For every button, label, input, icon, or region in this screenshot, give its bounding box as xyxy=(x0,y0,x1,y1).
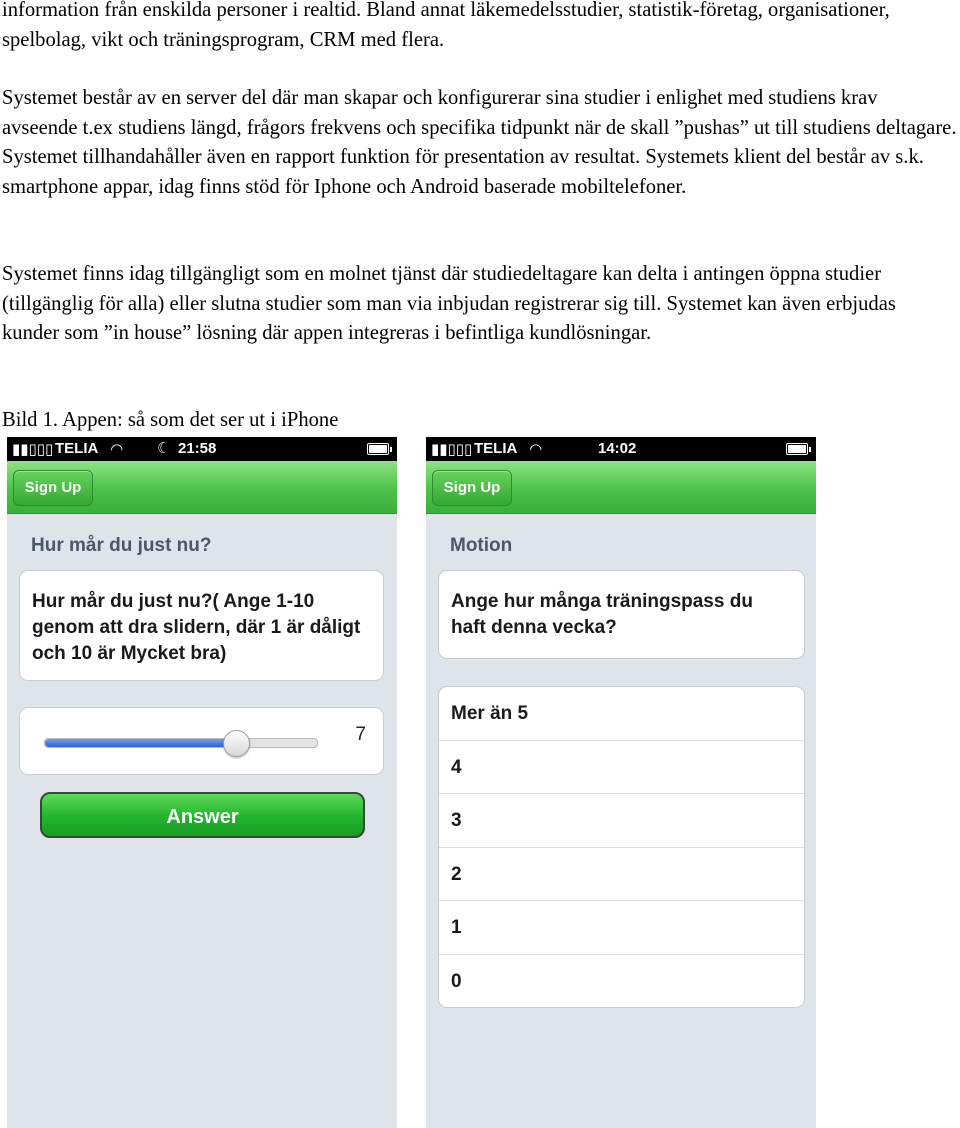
slider-thumb[interactable] xyxy=(223,730,250,757)
sign-up-button[interactable]: Sign Up xyxy=(432,470,512,506)
sign-up-button[interactable]: Sign Up xyxy=(13,470,93,506)
status-time: 21:58 xyxy=(178,440,217,457)
carrier-label: TELIA xyxy=(55,440,99,457)
paragraph-system: Systemet består av en server del där man skapar och konfigurerar sina studier i enlighet med studiens krav avseende t.ex studiens längd, frågors frekvens och specifika tidpunkt när de skall ”pushas” ut till studiens deltagare. Systemet tillhandahåller även en rapport funktion för presentation av resultat. Systemets klient del består av s.k. smartphone appar, idag finns stöd för Iphone och Android baserade mobiltelefoner. xyxy=(2,87,957,198)
slider-fill xyxy=(45,739,235,747)
phone-screenshot-mood xyxy=(7,437,397,1128)
paragraph-intro: information från enskilda personer i realtid. Bland annat läkemedelsstudier, statistik-företag, organisationer, spelbolag, vikt och träningsprogram, CRM med flera. xyxy=(2,0,890,51)
answer-button[interactable]: Answer xyxy=(40,792,365,838)
wifi-icon: ◠ xyxy=(111,441,123,458)
option-2[interactable]: 2 xyxy=(439,848,804,902)
option-3[interactable]: 3 xyxy=(439,794,804,848)
phone-screenshot-exercise xyxy=(426,437,816,1128)
paragraph-cloud: Systemet finns idag tillgängligt som en molnet tjänst där studiedeltagare kan delta i antingen öppna studier (tillgänglig för alla) eller slutna studier som man via inbjudan registrerar sig till. Systemet kan även erbjudas kunder som ”in house” lösning där appen integreras i befintliga kundlösningar. xyxy=(2,263,896,345)
section-title: Hur mår du just nu? xyxy=(31,535,212,556)
question-text: Ange hur många träningspass du haft denna vecka? xyxy=(451,591,753,638)
signal-icon: ▮▮▯▯▯ xyxy=(431,441,473,458)
option-0[interactable]: 0 xyxy=(451,970,462,992)
battery-icon xyxy=(786,443,808,455)
wifi-icon: ◠ xyxy=(530,441,542,458)
nav-bar xyxy=(7,461,397,514)
do-not-disturb-icon: ☾ xyxy=(157,440,171,457)
section-title: Motion xyxy=(450,535,513,556)
option-1[interactable]: 1 xyxy=(439,901,804,955)
question-card xyxy=(19,570,384,681)
option-4[interactable]: 4 xyxy=(439,741,804,795)
nav-bar xyxy=(426,461,816,514)
status-bar xyxy=(426,437,816,461)
question-text: Hur mår du just nu?( Ange 1-10 genom att dra slidern, där 1 är dåligt och 10 är Mycket bra) xyxy=(32,591,361,664)
rating-slider[interactable] xyxy=(44,738,318,748)
figure-caption: Bild 1. Appen: så som det ser ut i iPhone xyxy=(2,409,339,431)
answer-options-list xyxy=(438,686,805,1008)
status-bar xyxy=(7,437,397,461)
slider-value: 7 xyxy=(355,724,366,745)
signal-icon: ▮▮▯▯▯ xyxy=(12,441,54,458)
question-card xyxy=(438,570,805,659)
slider-card xyxy=(19,707,384,775)
carrier-label: TELIA xyxy=(474,440,518,457)
option-more-than-5[interactable]: Mer än 5 xyxy=(439,687,804,741)
status-time: 14:02 xyxy=(598,440,637,457)
battery-icon xyxy=(367,443,389,455)
